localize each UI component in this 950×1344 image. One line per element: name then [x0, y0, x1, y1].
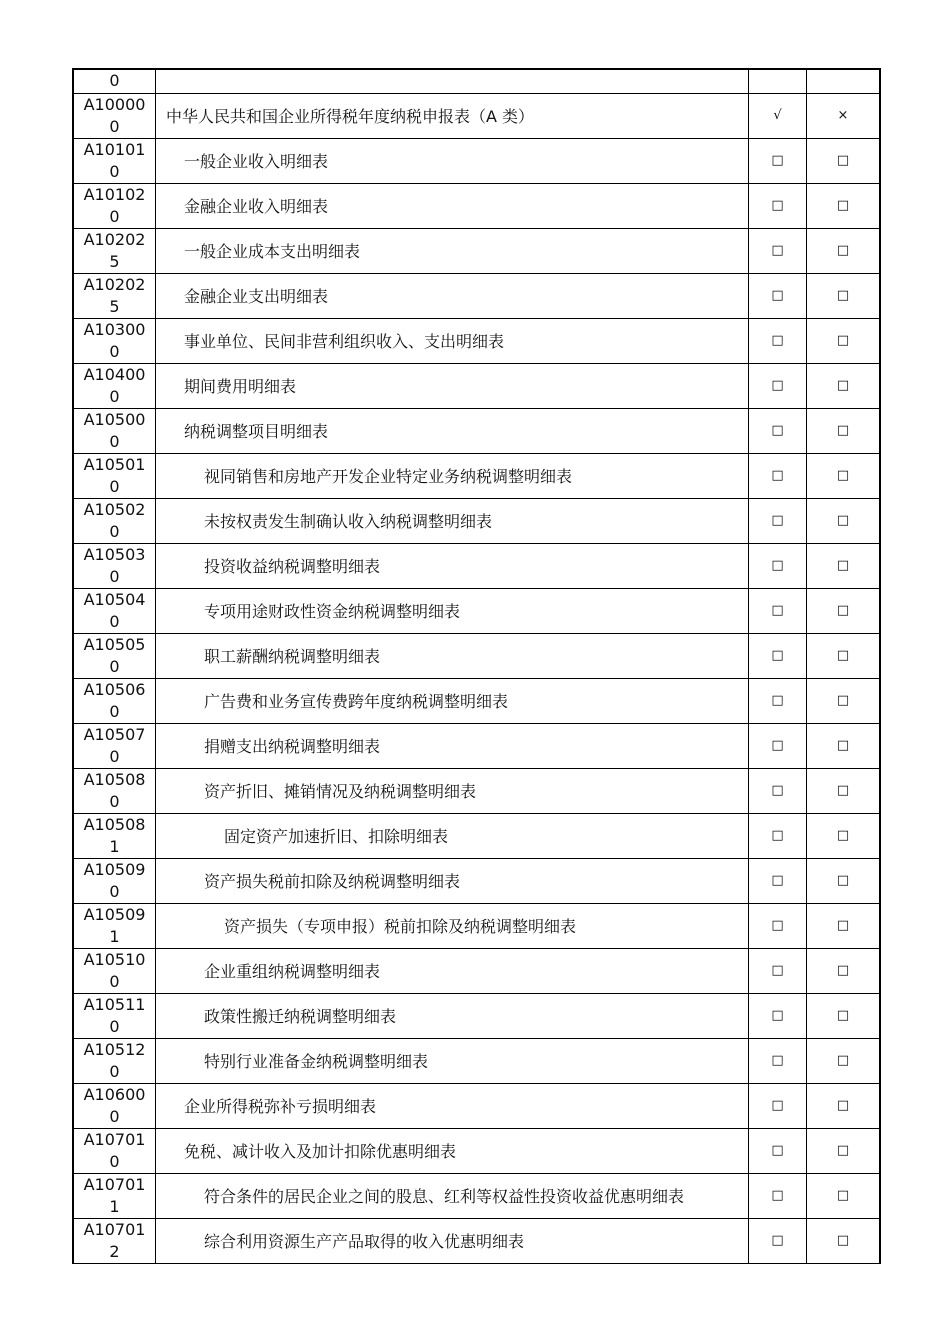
form-name: 投资收益纳税调整明细表 [204, 557, 381, 576]
select-checkbox[interactable]: □ [771, 918, 784, 933]
table-row [73, 588, 880, 633]
form-code: A105070 [83, 724, 146, 766]
status-cell [807, 273, 881, 318]
form-name: 金融企业收入明细表 [184, 197, 329, 216]
form-name: 一般企业收入明细表 [184, 152, 329, 171]
form-code: A105040 [83, 589, 146, 631]
form-code: A102025 [83, 274, 146, 316]
status-cell [807, 138, 881, 183]
form-code: A100000 [83, 94, 146, 136]
select-checkbox[interactable]: √ [773, 108, 782, 123]
status-cell [807, 408, 881, 453]
form-code-cell [73, 993, 156, 1038]
status-cell [807, 453, 881, 498]
select-checkbox[interactable]: □ [771, 1233, 784, 1248]
status-checkbox[interactable]: □ [836, 648, 850, 663]
select-checkbox[interactable]: □ [771, 1188, 784, 1203]
form-name-cell [156, 1173, 749, 1218]
status-checkbox[interactable]: □ [836, 963, 850, 978]
form-code-cell [73, 69, 156, 93]
table-row [73, 858, 880, 903]
table-row [73, 138, 880, 183]
select-checkbox[interactable]: □ [771, 153, 784, 168]
form-code-cell [73, 633, 156, 678]
status-checkbox[interactable]: □ [836, 783, 850, 798]
status-cell [807, 93, 881, 138]
status-cell [807, 903, 881, 948]
form-name-cell [156, 588, 749, 633]
form-code-cell [73, 1128, 156, 1173]
form-name-cell [156, 498, 749, 543]
form-code: A101010 [83, 139, 146, 181]
form-name-cell [156, 768, 749, 813]
status-checkbox[interactable]: □ [836, 198, 850, 213]
status-checkbox[interactable]: □ [836, 468, 850, 483]
status-cell [807, 993, 881, 1038]
form-code-cell [73, 678, 156, 723]
form-code: A105100 [83, 949, 146, 991]
form-code: A105120 [83, 1039, 146, 1081]
table-row [73, 1173, 880, 1218]
status-checkbox[interactable]: □ [836, 378, 850, 393]
status-cell [807, 183, 881, 228]
form-name: 资产损失（专项申报）税前扣除及纳税调整明细表 [224, 917, 577, 936]
form-code: A105010 [83, 454, 146, 496]
form-name: 一般企业成本支出明细表 [184, 242, 361, 261]
form-name: 金融企业支出明细表 [184, 287, 329, 306]
form-name: 固定资产加速折旧、扣除明细表 [224, 827, 449, 846]
table-row [73, 948, 880, 993]
select-checkbox[interactable]: □ [771, 648, 784, 663]
select-checkbox[interactable]: □ [771, 1143, 784, 1158]
form-code: A105000 [83, 409, 146, 451]
select-checkbox[interactable]: □ [771, 738, 784, 753]
table-row [73, 318, 880, 363]
form-code: A104000 [83, 364, 146, 406]
form-name: 综合利用资源生产产品取得的收入优惠明细表 [204, 1232, 525, 1251]
form-name: 纳税调整项目明细表 [184, 422, 329, 441]
select-checkbox[interactable]: □ [771, 783, 784, 798]
status-cell [807, 543, 881, 588]
form-code-cell [73, 723, 156, 768]
select-checkbox[interactable]: □ [771, 468, 784, 483]
status-cell [807, 1128, 881, 1173]
form-name-cell [156, 813, 749, 858]
form-code-cell [73, 1038, 156, 1083]
form-code-cell [73, 273, 156, 318]
form-name-cell [156, 93, 749, 138]
form-name-cell [156, 948, 749, 993]
form-code-cell [73, 768, 156, 813]
select-cell [749, 408, 807, 453]
status-checkbox[interactable]: □ [836, 1143, 850, 1158]
form-code: A105050 [83, 634, 146, 676]
form-name-cell [156, 993, 749, 1038]
table-row [73, 633, 880, 678]
form-code-cell [73, 498, 156, 543]
table-row [73, 93, 880, 138]
form-name-cell [156, 903, 749, 948]
table-row [73, 1128, 880, 1173]
form-code: A102025 [83, 229, 146, 271]
select-cell [749, 543, 807, 588]
status-cell [807, 69, 881, 93]
select-cell [749, 993, 807, 1038]
table-row [73, 408, 880, 453]
form-code-cell [73, 138, 156, 183]
form-name-cell [156, 453, 749, 498]
select-checkbox[interactable]: □ [771, 513, 784, 528]
table-row [73, 498, 880, 543]
select-cell [749, 183, 807, 228]
table-row [73, 183, 880, 228]
form-code: A105020 [83, 499, 146, 541]
status-cell [807, 498, 881, 543]
status-checkbox[interactable]: □ [836, 153, 850, 168]
select-cell [749, 228, 807, 273]
form-name: 中华人民共和国企业所得税年度纳税申报表（A 类） [166, 107, 535, 126]
select-cell [749, 1038, 807, 1083]
table-row [73, 768, 880, 813]
form-name-cell [156, 1218, 749, 1263]
select-checkbox[interactable]: □ [771, 558, 784, 573]
status-cell [807, 633, 881, 678]
form-name: 视同销售和房地产开发企业特定业务纳税调整明细表 [204, 467, 573, 486]
status-checkbox[interactable]: □ [836, 558, 850, 573]
status-cell [807, 948, 881, 993]
form-name-cell [156, 1038, 749, 1083]
form-code: A105081 [83, 814, 146, 856]
table-row [73, 993, 880, 1038]
select-cell [749, 858, 807, 903]
status-checkbox[interactable]: □ [836, 738, 850, 753]
table-row [73, 813, 880, 858]
form-code: A106000 [83, 1084, 146, 1126]
form-code: A107011 [83, 1174, 146, 1216]
status-cell [807, 768, 881, 813]
form-name-cell [156, 543, 749, 588]
form-code: A101020 [83, 184, 146, 226]
tax-form-table-body [73, 69, 880, 1263]
select-checkbox[interactable]: □ [771, 423, 784, 438]
form-name-cell [156, 723, 749, 768]
form-code-cell [73, 903, 156, 948]
select-cell [749, 1218, 807, 1263]
table-row [73, 723, 880, 768]
select-cell [749, 768, 807, 813]
status-cell [807, 318, 881, 363]
form-name: 事业单位、民间非营利组织收入、支出明细表 [184, 332, 505, 351]
status-checkbox[interactable]: □ [836, 423, 850, 438]
form-code-cell [73, 363, 156, 408]
select-cell [749, 588, 807, 633]
select-checkbox[interactable]: □ [771, 963, 784, 978]
form-name: 符合条件的居民企业之间的股息、红利等权益性投资收益优惠明细表 [204, 1187, 685, 1206]
status-cell [807, 678, 881, 723]
form-code: A107010 [83, 1129, 146, 1171]
select-cell [749, 1128, 807, 1173]
form-code-cell [73, 813, 156, 858]
table-row [73, 543, 880, 588]
form-name: 免税、减计收入及加计扣除优惠明细表 [184, 1142, 457, 1161]
table-row-fragment [73, 69, 880, 93]
status-checkbox[interactable]: □ [836, 873, 850, 888]
select-cell [749, 69, 807, 93]
form-code-cell [73, 1218, 156, 1263]
table-row [73, 1038, 880, 1083]
form-name: 政策性搬迁纳税调整明细表 [204, 1007, 397, 1026]
select-checkbox[interactable]: □ [771, 378, 784, 393]
form-name-cell [156, 183, 749, 228]
select-cell [749, 948, 807, 993]
form-code-cell [73, 588, 156, 633]
select-checkbox[interactable]: □ [771, 288, 784, 303]
form-name-cell [156, 408, 749, 453]
form-code-cell [73, 453, 156, 498]
select-cell [749, 903, 807, 948]
status-checkbox[interactable]: □ [836, 603, 850, 618]
select-checkbox[interactable]: □ [771, 198, 784, 213]
select-cell [749, 1173, 807, 1218]
form-name-cell [156, 69, 749, 93]
table-row [73, 273, 880, 318]
select-cell [749, 138, 807, 183]
form-code-cell [73, 948, 156, 993]
status-checkbox[interactable]: □ [836, 1098, 850, 1113]
status-checkbox[interactable]: □ [836, 1188, 850, 1203]
form-name: 专项用途财政性资金纳税调整明细表 [204, 602, 461, 621]
table-row [73, 453, 880, 498]
form-name: 资产折旧、摊销情况及纳税调整明细表 [204, 782, 477, 801]
status-checkbox[interactable]: □ [836, 513, 850, 528]
form-name-cell [156, 1083, 749, 1128]
tax-form-table [72, 68, 881, 1264]
form-code: A103000 [83, 319, 146, 361]
status-cell [807, 228, 881, 273]
select-cell [749, 498, 807, 543]
form-code-cell [73, 228, 156, 273]
select-checkbox[interactable]: □ [771, 873, 784, 888]
form-code: A107012 [83, 1219, 146, 1261]
form-name-cell [156, 1128, 749, 1173]
select-cell [749, 633, 807, 678]
form-code-cell [73, 318, 156, 363]
form-name: 资产损失税前扣除及纳税调整明细表 [204, 872, 461, 891]
select-cell [749, 318, 807, 363]
form-code: A105110 [83, 994, 146, 1036]
select-cell [749, 1083, 807, 1128]
status-cell [807, 723, 881, 768]
status-cell [807, 1173, 881, 1218]
form-code-cell [73, 858, 156, 903]
form-code-cell [73, 543, 156, 588]
form-name-cell [156, 228, 749, 273]
status-checkbox[interactable]: □ [836, 243, 850, 258]
form-name-cell [156, 318, 749, 363]
table-row [73, 1218, 880, 1263]
form-code-cell [73, 1173, 156, 1218]
select-cell [749, 273, 807, 318]
status-checkbox[interactable]: □ [836, 693, 850, 708]
form-name-cell [156, 633, 749, 678]
form-code: A105091 [83, 904, 146, 946]
select-checkbox[interactable]: □ [771, 603, 784, 618]
form-name: 职工薪酬纳税调整明细表 [204, 647, 381, 666]
form-name-cell [156, 363, 749, 408]
form-code: A105090 [83, 859, 146, 901]
form-code-cell [73, 408, 156, 453]
form-code-cell [73, 93, 156, 138]
form-name-cell [156, 138, 749, 183]
status-cell [807, 858, 881, 903]
select-checkbox[interactable]: □ [771, 1053, 784, 1068]
form-code: 0 [109, 71, 120, 91]
table-row [73, 678, 880, 723]
status-cell [807, 1218, 881, 1263]
status-checkbox[interactable]: □ [836, 918, 850, 933]
status-checkbox[interactable]: □ [836, 288, 850, 303]
select-cell [749, 678, 807, 723]
status-cell [807, 588, 881, 633]
select-checkbox[interactable]: □ [771, 693, 784, 708]
table-row [73, 1083, 880, 1128]
select-cell [749, 363, 807, 408]
form-code: A105030 [83, 544, 146, 586]
status-checkbox[interactable]: × [837, 108, 849, 123]
form-code: A105060 [83, 679, 146, 721]
status-checkbox[interactable]: □ [836, 828, 850, 843]
form-name: 特别行业准备金纳税调整明细表 [204, 1052, 429, 1071]
form-name-cell [156, 678, 749, 723]
select-checkbox[interactable]: □ [771, 333, 784, 348]
form-name-cell [156, 858, 749, 903]
status-cell [807, 1038, 881, 1083]
select-cell [749, 723, 807, 768]
form-name: 期间费用明细表 [184, 377, 297, 396]
form-name: 广告费和业务宣传费跨年度纳税调整明细表 [204, 692, 509, 711]
form-code-cell [73, 183, 156, 228]
select-checkbox[interactable]: □ [771, 1098, 784, 1113]
status-checkbox[interactable]: □ [836, 1008, 850, 1023]
status-cell [807, 1083, 881, 1128]
form-name: 捐赠支出纳税调整明细表 [204, 737, 381, 756]
form-name: 企业所得税弥补亏损明细表 [184, 1097, 377, 1116]
form-name: 未按权责发生制确认收入纳税调整明细表 [204, 512, 493, 531]
form-code-cell [73, 1083, 156, 1128]
status-cell [807, 363, 881, 408]
form-code: A105080 [83, 769, 146, 811]
status-checkbox[interactable]: □ [836, 333, 850, 348]
select-checkbox[interactable]: □ [771, 828, 784, 843]
form-name: 企业重组纳税调整明细表 [204, 962, 381, 981]
select-checkbox[interactable]: □ [771, 243, 784, 258]
select-cell [749, 813, 807, 858]
table-row [73, 903, 880, 948]
select-checkbox[interactable]: □ [771, 1008, 784, 1023]
select-cell [749, 453, 807, 498]
select-cell [749, 93, 807, 138]
table-row [73, 228, 880, 273]
form-name-cell [156, 273, 749, 318]
status-cell [807, 813, 881, 858]
table-row [73, 363, 880, 408]
status-checkbox[interactable]: □ [836, 1053, 850, 1068]
status-checkbox[interactable]: □ [836, 1233, 850, 1248]
